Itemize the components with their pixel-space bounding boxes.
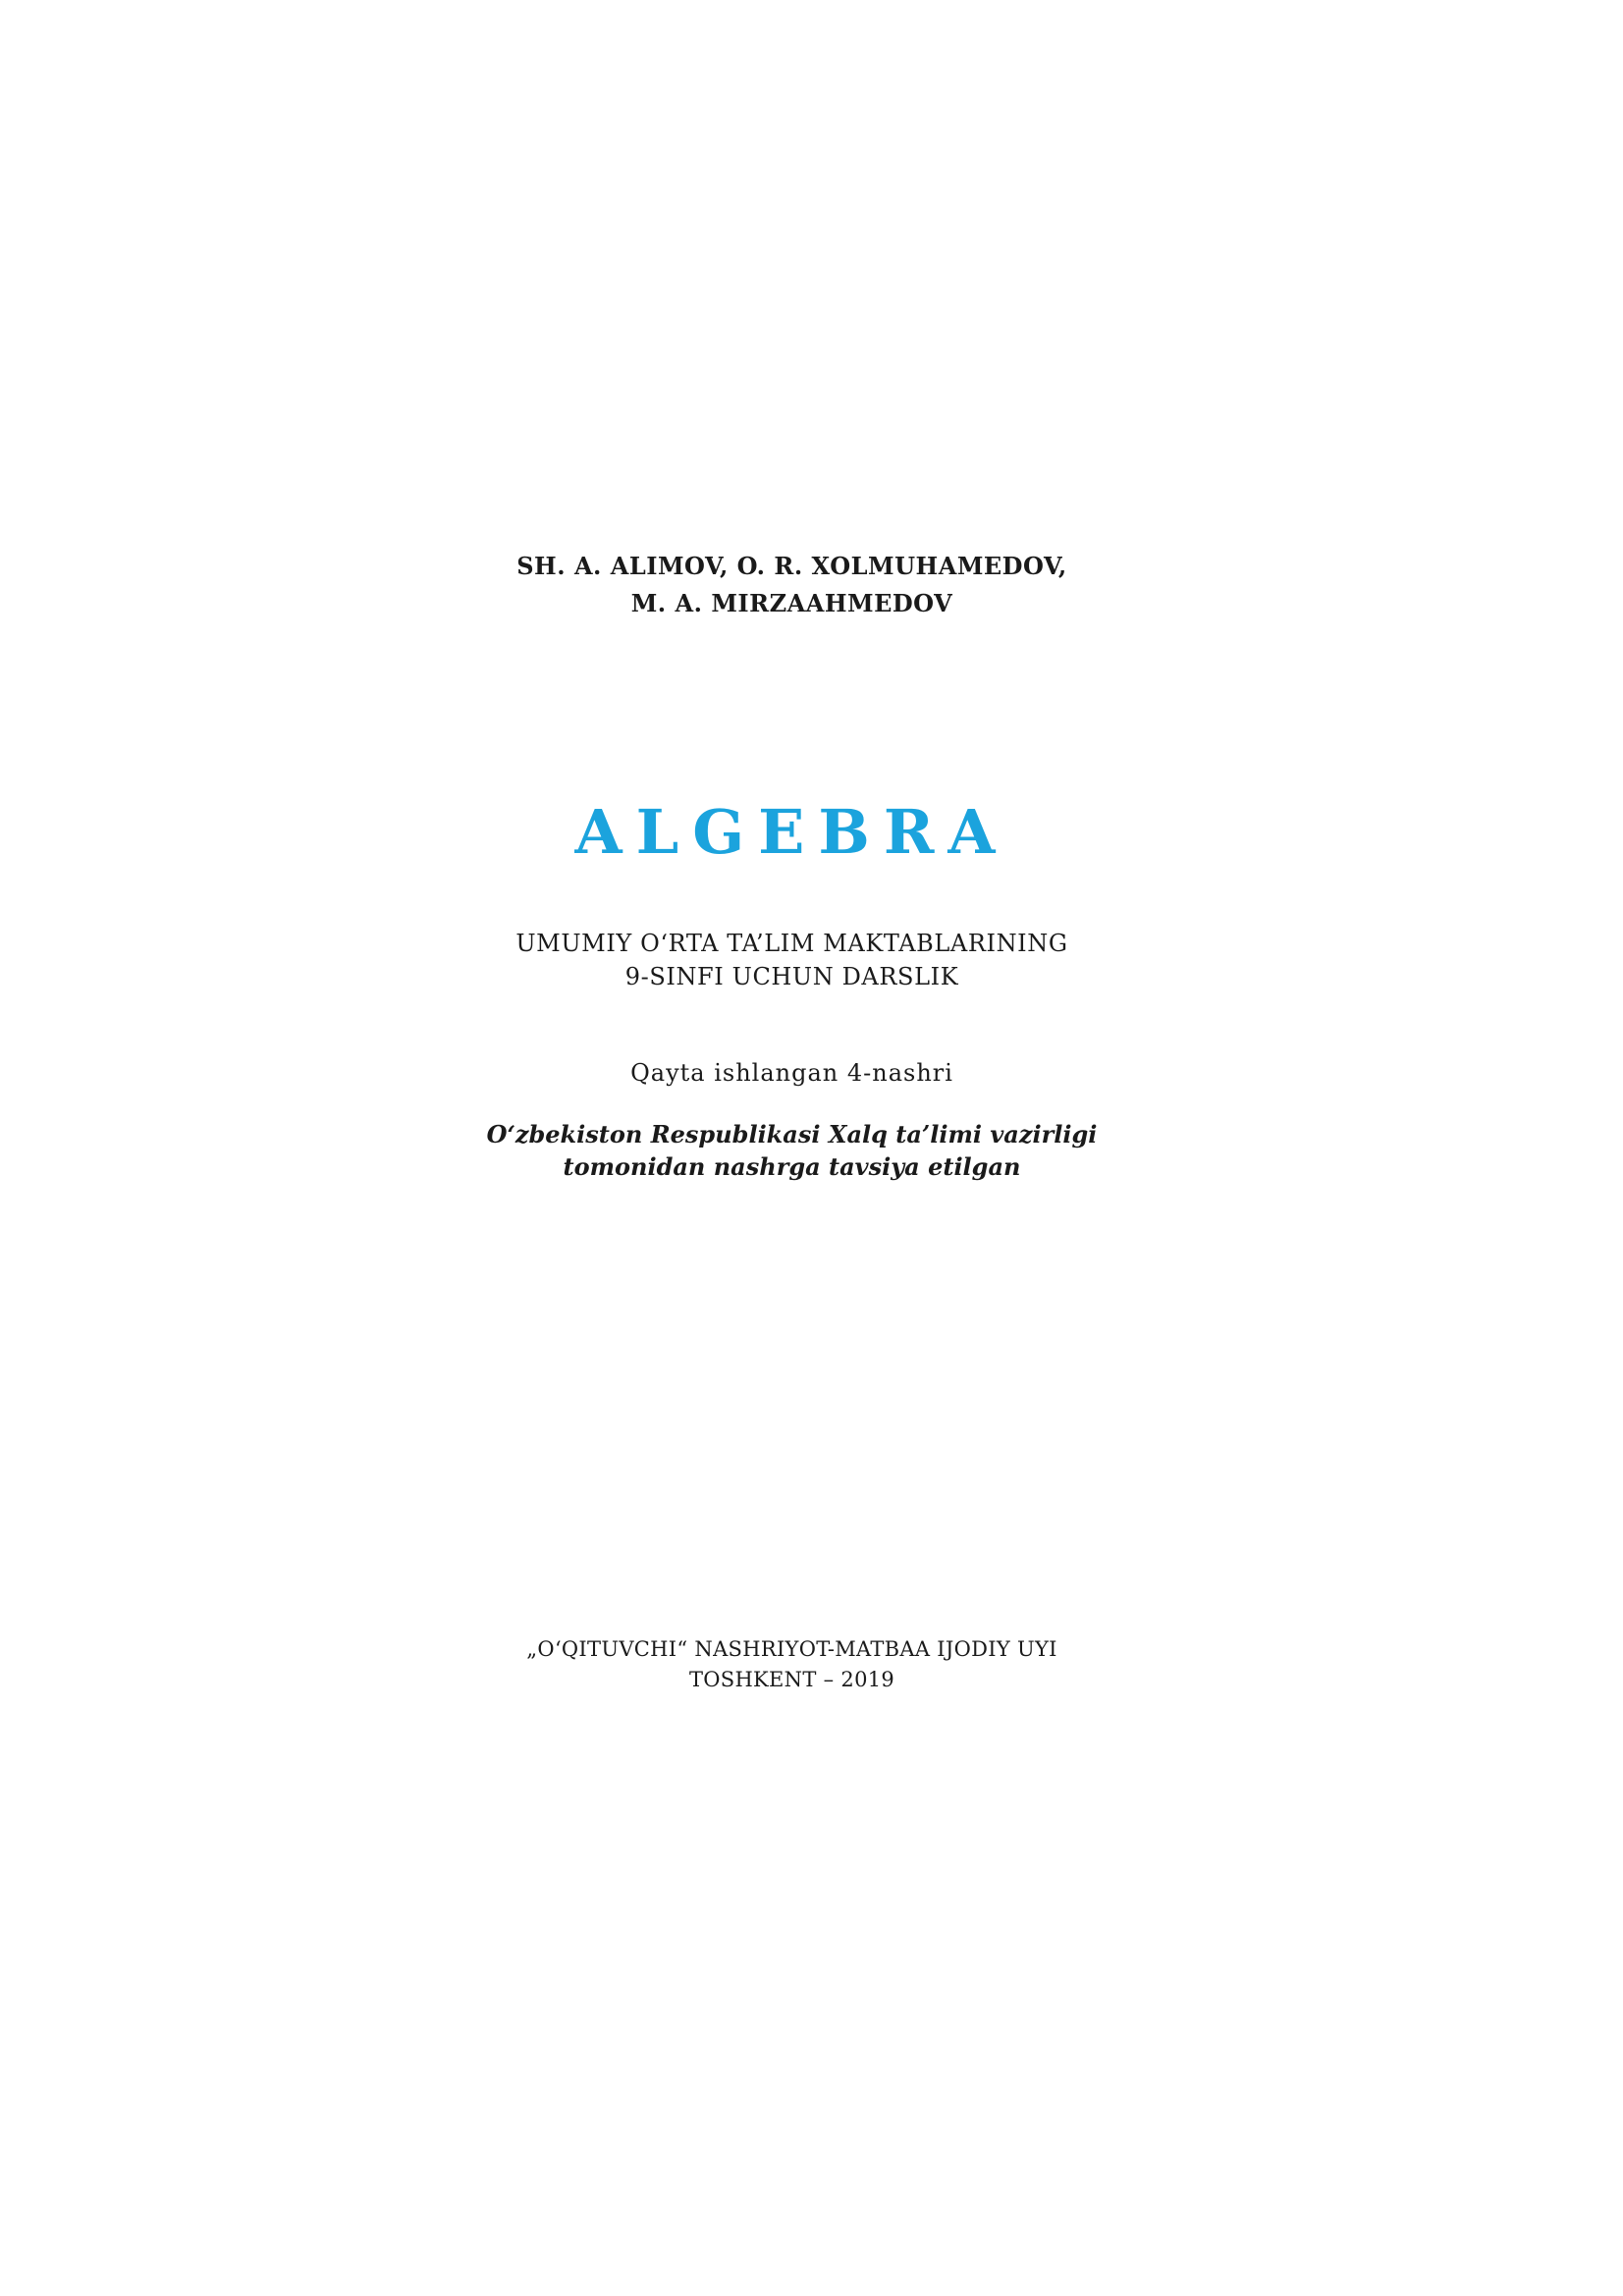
authors-line-2: M. A. MIRZAAHMEDOV [630,589,953,617]
book-title: ALGEBRA [574,796,1009,868]
authors [0,548,1584,622]
publisher-line-2: TOSHKENT – 2019 [688,1668,895,1691]
publisher-line-1: „O‘QITUVCHI“ NASHRIYOT-MATBAA IJODIY UYI [526,1637,1057,1661]
book-subtitle [0,927,1584,993]
recommendation-line-2: tomonidan nashrga tavsiya etilgan [563,1152,1021,1181]
authors-line-1: SH. A. ALIMOV, O. R. XOLMUHAMEDOV, [516,552,1067,580]
publisher-imprint [0,1634,1584,1695]
recommendation-line-1: O‘zbekiston Respublikasi Xalq ta’limi vazirligi [486,1120,1098,1148]
ministry-recommendation [0,1118,1584,1183]
subtitle-line-1: UMUMIY O‘RTA TA’LIM MAKTABLARINING [515,930,1068,957]
edition-note: Qayta ishlangan 4-nashri [630,1059,953,1087]
subtitle-line-2: 9-SINFI UCHUN DARSLIK [624,963,959,990]
